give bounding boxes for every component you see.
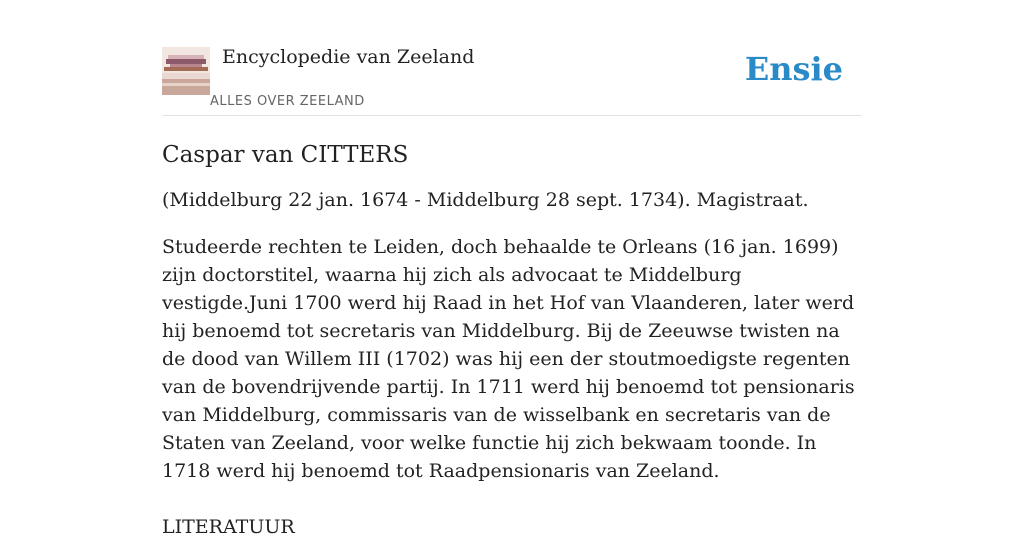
article-title: Caspar van CITTERS	[162, 142, 409, 168]
book-stack-icon[interactable]	[162, 47, 210, 95]
site-header	[162, 40, 862, 116]
article	[162, 138, 862, 541]
ensie-logo-link[interactable]: Ensie	[744, 50, 843, 88]
avatar-image	[162, 47, 210, 95]
site-title[interactable]: Encyclopedie van Zeeland	[222, 46, 475, 68]
literature-heading: LITERATUUR	[162, 516, 295, 538]
site-subtitle: ALLES OVER ZEELAND	[210, 94, 365, 109]
article-lede: (Middelburg 22 jan. 1674 - Middelburg 28 sept. 1734). Magistraat.	[162, 189, 809, 211]
article-body: Studeerde rechten te Leiden, doch behaalde te Orleans (16 jan. 1699) zijn doctorstitel, waarna hij zich als advocaat te Middelburg vestigde.Juni 1700 werd hij Raad in het Hof van Vlaanderen, later werd hij benoemd tot secretaris van Middelburg. Bij de Zeeuwse twisten na de dood van Willem III (1702) was hij een der stoutmoedigste regenten van de bovendrijvende partij. In 1711 werd hij benoemd tot pensionaris van Middelburg, commissaris van de wisselbank en secretaris van de Staten van Zeeland, voor welke functie hij zich bekwaam toonde. In 1718 werd hij benoemd tot Raadpensionaris van Zeeland.	[162, 236, 855, 482]
